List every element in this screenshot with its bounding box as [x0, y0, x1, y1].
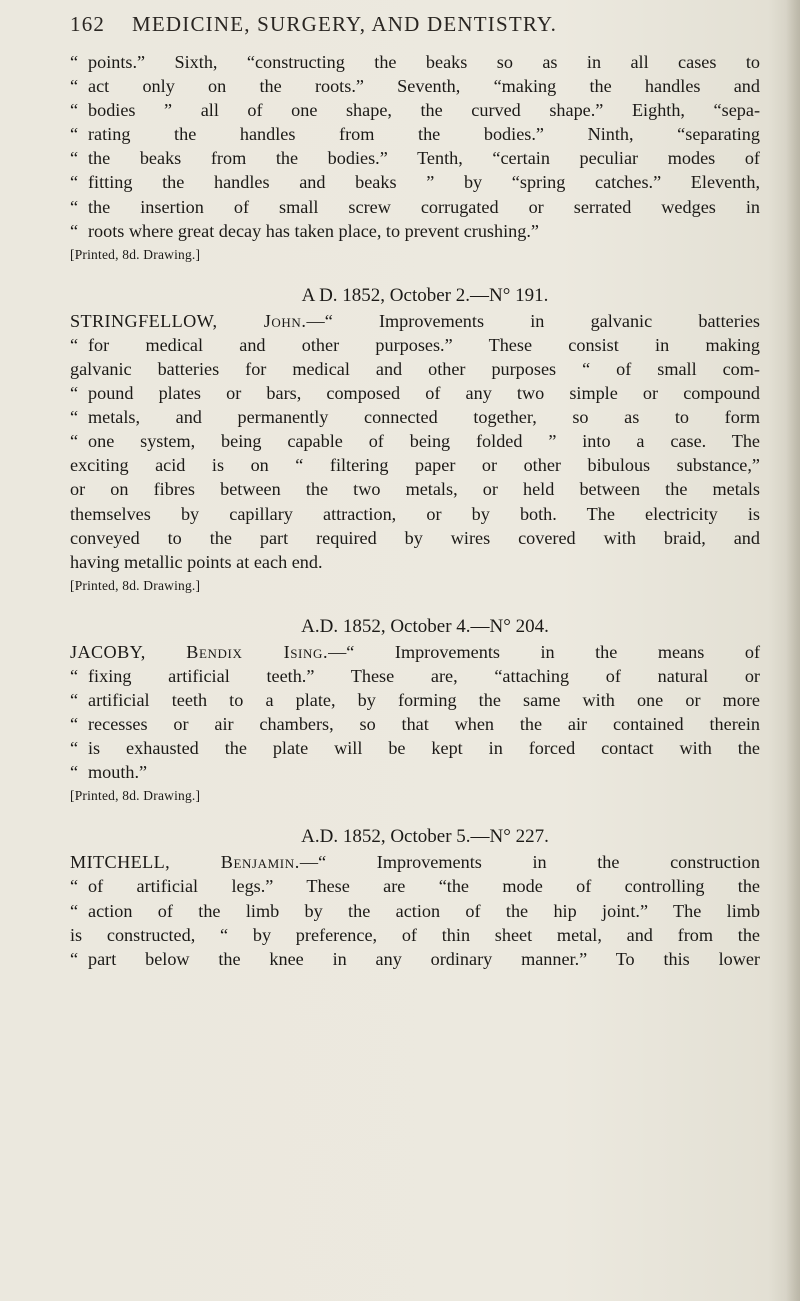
text-line: “ the insertion of small screw corrugated or serrated wedges in — [70, 196, 760, 217]
text-line: “ act only on the roots.” Seventh, “making the handles and — [70, 76, 760, 97]
text-line: “ fixing artificial teeth.” These are, “attaching of natural or — [70, 665, 760, 686]
text-line: “ for medical and other purposes.” These consist in making — [70, 334, 760, 355]
text-line: “ mouth.” — [70, 762, 148, 783]
page-number: 162 — [70, 12, 106, 36]
patentee-forename: John. — [263, 310, 307, 331]
text-line: “ artificial teeth to a plate, by forming the same with one or more — [70, 689, 760, 710]
patentee-forename: Benjamin. — [220, 852, 300, 873]
patent-entry — [70, 614, 760, 809]
text-line: STRINGFELLOW, John.—“ Improvements in galvanic batteries — [70, 310, 760, 331]
text-line: “ part below the knee in any ordinary manner.” To this lower — [70, 948, 760, 969]
text-line: “ is exhausted the plate will be kept in forced contact with the — [70, 738, 760, 759]
running-header — [70, 12, 760, 37]
patent-entry — [70, 283, 760, 598]
printed-note: [Printed, 8d. Drawing.] — [70, 246, 201, 262]
continuation-paragraph — [70, 50, 760, 267]
text-line: exciting acid is on “ filtering paper or other bibulous substance,” — [70, 455, 760, 476]
text-line: “ recesses or air chambers, so that when the air contained therein — [70, 714, 760, 735]
text-line: JACOBY, Bendix Ising.—“ Improvements in the means of — [70, 641, 760, 662]
patentee-surname: MITCHELL, — [70, 852, 171, 873]
patent-entry — [70, 824, 760, 970]
patentee-forename: Bendix Ising. — [186, 641, 329, 662]
entry-date-heading: A D. 1852, October 2.—N° 191. — [301, 284, 549, 306]
text-line: conveyed to the part required by wires covered with braid, and — [70, 527, 760, 548]
text-line: “ of artificial legs.” These are “the mode of controlling the — [70, 876, 760, 897]
text-line: “ bodies ” all of one shape, the curved shape.” Eighth, “sepa- — [70, 100, 760, 121]
text-line: having metallic points at each end. — [70, 551, 323, 572]
text-line: “ fitting the handles and beaks ” by “spring catches.” Eleventh, — [70, 172, 760, 193]
text-line: “ action of the limb by the action of the hip joint.” The limb — [70, 900, 760, 921]
text-line: “ roots where great decay has taken place, to prevent crushing.” — [70, 220, 539, 241]
text-line: “ rating the handles from the bodies.” Ninth, “separating — [70, 124, 760, 145]
text-line: is constructed, “ by preference, of thin sheet metal, and from the — [70, 924, 760, 945]
patentee-surname: JACOBY, — [70, 641, 146, 662]
printed-note: [Printed, 8d. Drawing.] — [70, 788, 201, 804]
text-line: or on fibres between the two metals, or held between the metals — [70, 479, 760, 500]
page-body — [70, 50, 760, 971]
entry-date-heading: A.D. 1852, October 4.—N° 204. — [301, 615, 549, 637]
text-line: MITCHELL, Benjamin.—“ Improvements in the construction — [70, 852, 761, 873]
running-title: MEDICINE, SURGERY, AND DENTISTRY. — [132, 12, 558, 36]
page-edge-shadow — [786, 0, 800, 1301]
printed-note: [Printed, 8d. Drawing.] — [70, 577, 201, 593]
text-line: “ the beaks from the bodies.” Tenth, “certain peculiar modes of — [70, 148, 760, 169]
text-line: galvanic batteries for medical and other purposes “ of small com- — [70, 358, 760, 379]
text-line: “ one system, being capable of being folded ” into a case. The — [70, 431, 760, 452]
entry-date-heading: A.D. 1852, October 5.—N° 227. — [301, 826, 549, 848]
text-line: “ metals, and permanently connected together, so as to form — [70, 407, 760, 428]
text-line: “ pound plates or bars, composed of any two simple or compound — [70, 383, 760, 404]
patentee-surname: STRINGFELLOW, — [70, 310, 218, 331]
text-line: “ points.” Sixth, “constructing the beaks so as in all cases to — [70, 52, 760, 72]
text-line: themselves by capillary attraction, or by both. The electricity is — [70, 503, 760, 524]
